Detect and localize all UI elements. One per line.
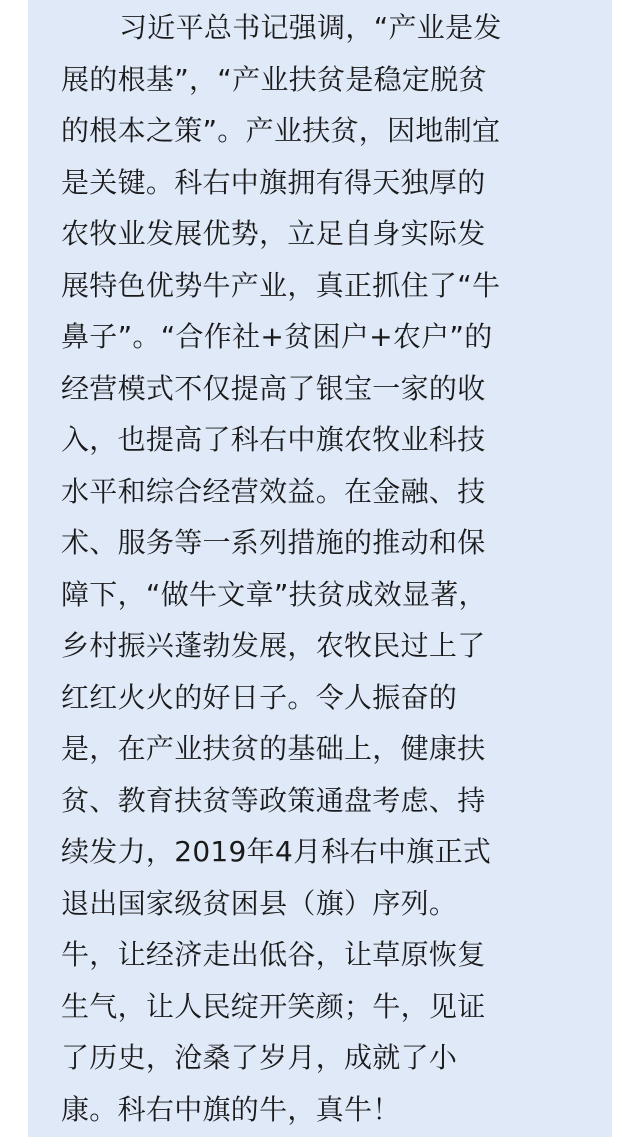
text-line: 了历史，沧桑了岁月，成就了小	[61, 1041, 458, 1074]
text-line: 水平和综合经营效益。在金融、技	[61, 474, 486, 508]
text-line: 展特色优势牛产业，真正抓住了“牛	[61, 268, 501, 302]
text-line: 是关键。科右中旗拥有得天独厚的	[61, 165, 486, 199]
text-line: 障下，“做牛文章”扶贫成效显著，	[61, 577, 487, 611]
text-line: 经营模式不仅提高了银宝一家的收	[61, 371, 486, 405]
text-line: 术、服务等一系列措施的推动和保	[61, 526, 486, 559]
text-line: 续发力，2019年4月科右中旗正式	[61, 835, 492, 868]
text-line: 生气，让人民绽开笑颜；牛，见证	[61, 989, 486, 1023]
text-line: 贫、教育扶贫等政策通盘考虑、持	[61, 783, 486, 817]
text-line: 牛，让经济走出低谷，让草原恢复	[61, 938, 486, 971]
text-line: 农牧业发展优势，立足自身实际发	[61, 217, 486, 250]
text-line: 展的根基”，“产业扶贫是稳定脱贫	[61, 62, 487, 96]
text-line: 是，在产业扶贫的基础上，健康扶	[61, 732, 486, 765]
text-line: 习近平总书记强调，“产业是发	[119, 11, 502, 44]
text-line: 入，也提高了科右中旗农牧业科技	[61, 423, 486, 456]
text-line: 的根本之策”。产业扶贫，因地制宜	[61, 114, 501, 147]
text-line: 鼻子”。“合作社+贫困户+农户”的	[61, 320, 493, 353]
text-line: 退出国家级贫困县（旗）序列。	[61, 886, 458, 920]
text-line: 康。科右中旗的牛，真牛！	[61, 1092, 401, 1126]
article-paragraph	[61, 2, 581, 1135]
text-line: 乡村振兴蓬勃发展，农牧民过上了	[61, 629, 486, 662]
text-line: 红红火火的好日子。令人振奋的	[61, 680, 458, 714]
